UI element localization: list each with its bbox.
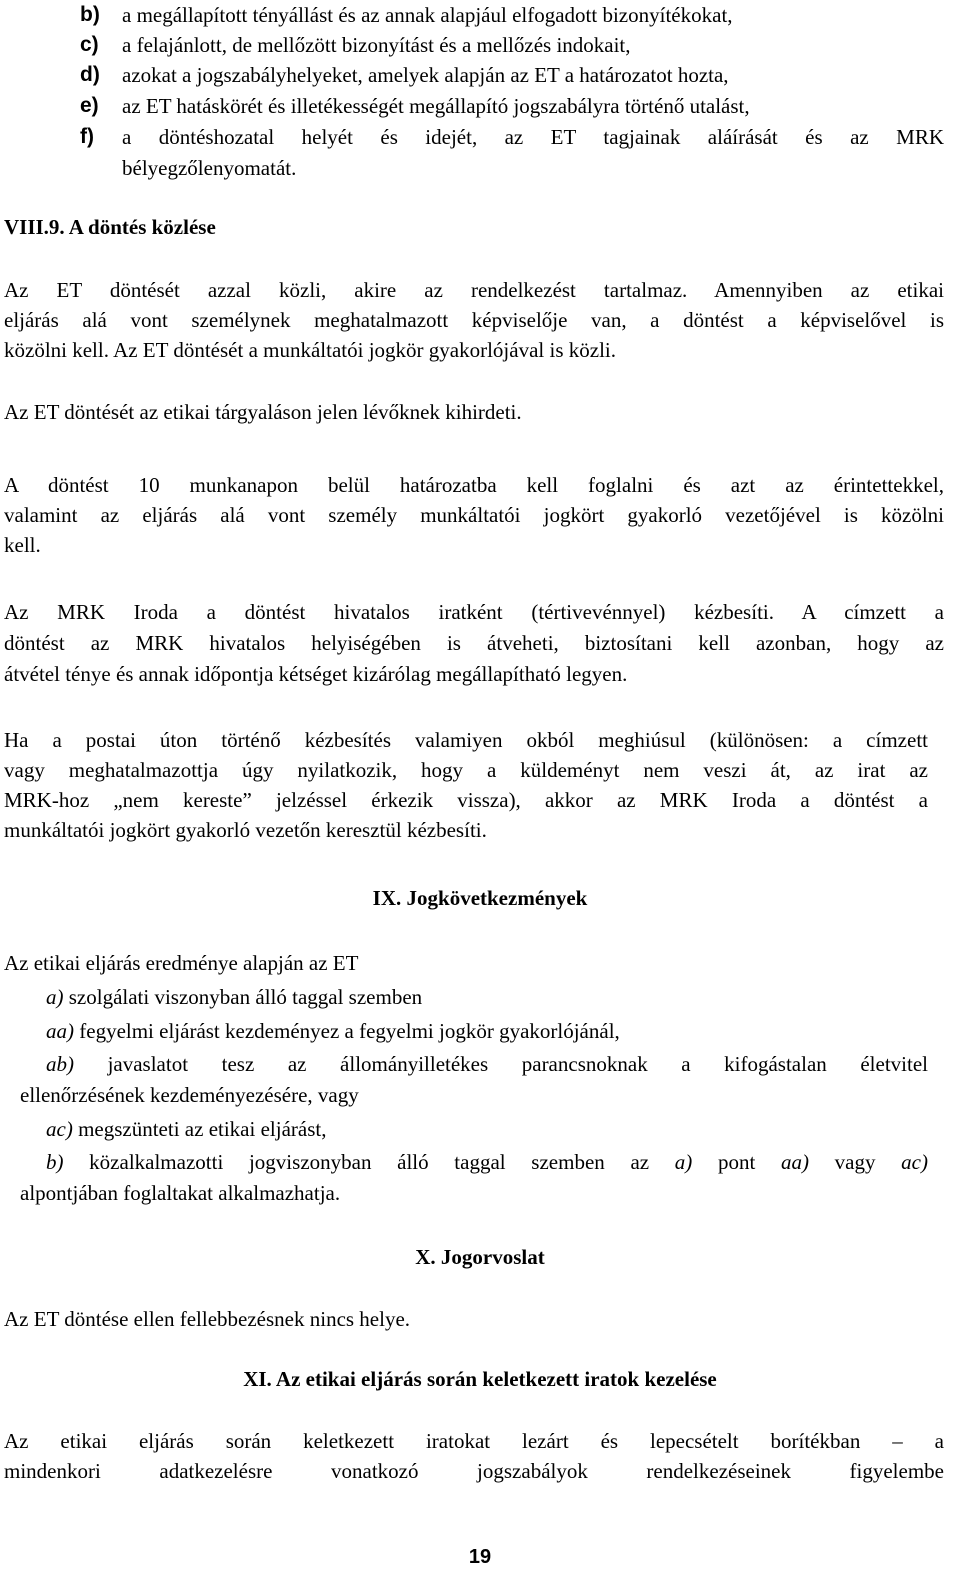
paragraph-line: Az ET döntése ellen fellebbezésnek nincs helye. <box>4 1307 411 1331</box>
list-text: a felajánlott, de mellőzött bizonyítást és a mellőzés indokait, <box>122 33 631 57</box>
list-text: azokat a jogszabályhelyeket, amelyek alapján az ET a határozatot hozta, <box>122 63 729 87</box>
item-text: megszünteti az etikai eljárást, <box>72 1117 327 1141</box>
list-item <box>46 1114 960 1144</box>
paragraph-line: átvétel ténye és annak időpontja kétséget kizárólag megállapítható legyen. <box>4 662 628 686</box>
paragraph-line: Az etikai eljárás eredménye alapján az ET <box>4 951 359 975</box>
item-label: b) <box>46 1150 64 1174</box>
list-item-continuation: ellenőrzésének kezdeményezésére, vagy <box>20 1083 359 1107</box>
list-item <box>0 122 960 152</box>
item-text: fegyelmi eljárást kezdeményez a fegyelmi jogkör gyakorlójánál, <box>74 1019 620 1043</box>
list-text: a döntéshozatal helyét és idejét, az ET tagjainak aláírását és az MRK <box>122 125 944 149</box>
list-item <box>46 1016 960 1046</box>
list-letter: d) <box>80 63 100 86</box>
item-text: közalkalmazotti jogviszonyban álló taggal szemben az <box>63 1150 675 1174</box>
item-label: ac) <box>46 1117 73 1141</box>
section-heading: IX. Jogkövetkezmények <box>372 886 588 910</box>
list-item-continuation <box>0 153 960 183</box>
section-heading: X. Jogorvoslat <box>415 1245 545 1269</box>
paragraph-line: döntést az MRK hivatalos helyiségében is átveheti, biztosítani kell azonban, hogy az <box>4 631 944 655</box>
item-text: vagy <box>808 1150 902 1174</box>
list-text: az ET hatáskörét és illetékességét megállapító jogszabályra történő utalást, <box>122 94 750 118</box>
item-text: pont <box>692 1150 781 1174</box>
item-ref: a) <box>674 1150 693 1174</box>
item-text: szolgálati viszonyban álló taggal szemben <box>63 985 423 1009</box>
item-ref: aa) <box>780 1150 809 1174</box>
list-item <box>46 1147 928 1177</box>
item-label: aa) <box>46 1019 74 1043</box>
list-item <box>0 0 960 30</box>
list-item <box>0 30 960 60</box>
list-letter: e) <box>80 94 99 117</box>
list-text: bélyegzőlenyomatát. <box>122 156 297 180</box>
list-letter: f) <box>80 125 94 148</box>
paragraph-line: vagy meghatalmazottja úgy nyilatkozik, hogy a küldeményt nem veszi át, az irat az <box>4 758 928 782</box>
paragraph-line: közölni kell. Az ET döntését a munkáltatói jogkör gyakorlójával is közli. <box>4 338 616 362</box>
paragraph-line: Az etikai eljárás során keletkezett iratokat lezárt és lepecsételt borítékban – a <box>4 1429 944 1453</box>
paragraph-line: eljárás alá vont személynek meghatalmazott képviselője van, a döntést a képviselővel is <box>4 308 944 332</box>
list-letter: b) <box>80 3 100 26</box>
paragraph-line: Az ET döntését az etikai tárgyaláson jelen lévőknek kihirdeti. <box>4 400 522 424</box>
section-heading: XI. Az etikai eljárás során keletkezett iratok kezelése <box>243 1367 717 1391</box>
paragraph-line: A döntést 10 munkanapon belül határozatba kell foglalni és azt az érintettekkel, <box>4 473 944 497</box>
list-letter: c) <box>80 33 99 56</box>
paragraph-line: munkáltatói jogkört gyakorló vezetőn keresztül kézbesíti. <box>4 818 487 842</box>
paragraph-line: MRK-hoz „nem kereste” jelzéssel érkezik vissza), akkor az MRK Iroda a döntést a <box>4 788 928 812</box>
list-item <box>46 1049 928 1079</box>
paragraph-line: mindenkori adatkezelésre vonatkozó jogszabályok rendelkezéseinek figyelembe <box>4 1459 944 1483</box>
paragraph-line: valamint az eljárás alá vont személy munkáltatói jogkört gyakorló vezetőjével is közölni <box>4 503 944 527</box>
list-item-continuation: alpontjában foglaltakat alkalmazhatja. <box>20 1181 341 1205</box>
page-number: 19 <box>468 1546 492 1568</box>
list-text: a megállapított tényállást és az annak alapjául elfogadott bizonyítékokat, <box>122 3 733 27</box>
section-heading: VIII.9. A döntés közlése <box>4 215 216 239</box>
paragraph-line: Az MRK Iroda a döntést hivatalos iratként (tértivevénnyel) kézbesíti. A címzett a <box>4 600 944 624</box>
list-item <box>46 982 960 1012</box>
item-label: a) <box>46 985 64 1009</box>
paragraph-line: Ha a postai úton történő kézbesítés valamiyen okból meghiúsul (különösen: a címzett <box>4 728 928 752</box>
paragraph-line: kell. <box>4 533 41 557</box>
paragraph-line: Az ET döntését azzal közli, akire az rendelkezést tartalmaz. Amennyiben az etikai <box>4 278 944 302</box>
list-item <box>0 91 960 121</box>
list-item <box>0 60 960 90</box>
item-ref: ac) <box>901 1150 928 1174</box>
item-label: ab) <box>46 1052 74 1076</box>
item-text: javaslatot tesz az állományilletékes parancsnoknak a kifogástalan életvitel <box>74 1052 928 1076</box>
